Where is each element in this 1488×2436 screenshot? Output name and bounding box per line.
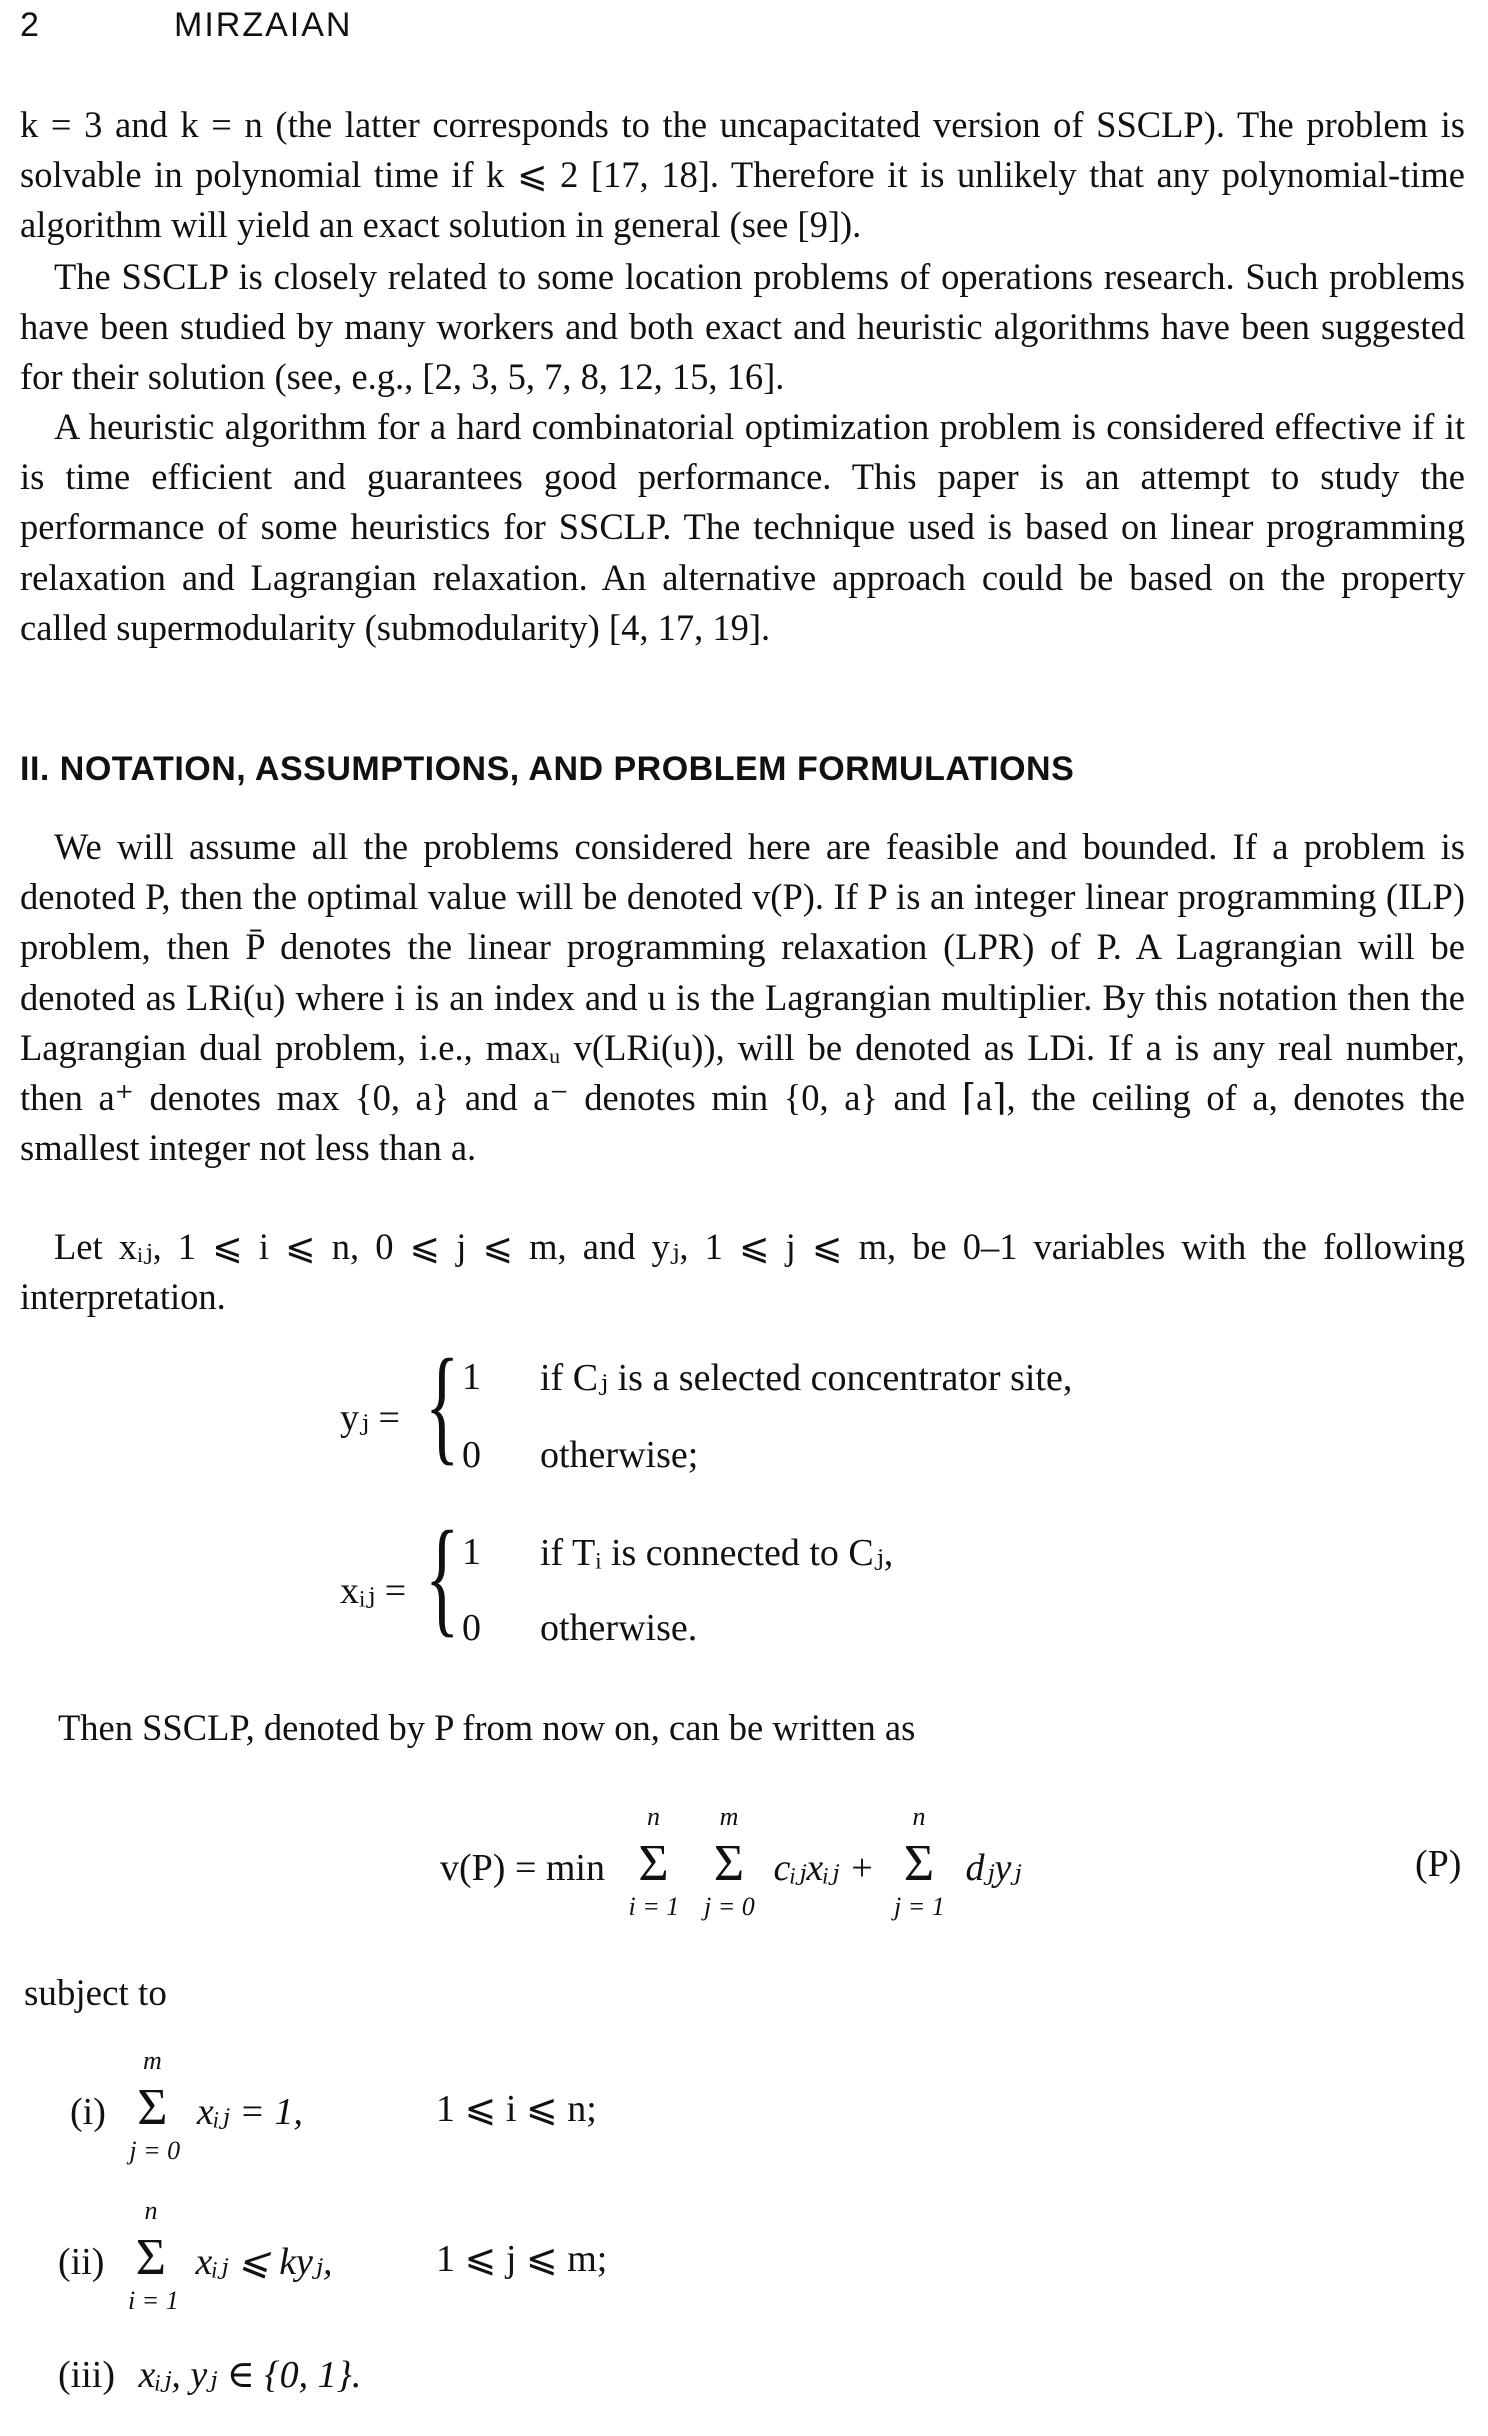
- objective-term-1: cᵢⱼxᵢⱼ +: [773, 1847, 875, 1889]
- sum-upper-limit: n: [647, 1802, 660, 1831]
- sigma-symbol: Σ: [903, 1835, 935, 1892]
- constraint-sum: [129, 2046, 181, 2165]
- objective-lhs: v(P) = min: [440, 1847, 605, 1889]
- x-case1-text: if Tᵢ is connected to Cⱼ,: [540, 1532, 894, 1574]
- constraint-ii-range: 1 ⩽ j ⩽ m;: [436, 2238, 608, 2280]
- subject-to-label: subject to: [24, 1973, 167, 2014]
- sum-upper-limit: n: [144, 2196, 158, 2225]
- sum-over-i: [628, 1802, 680, 1921]
- y-case2-text: otherwise;: [540, 1434, 699, 1476]
- constraint-label: (i): [70, 2091, 106, 2133]
- sum-lower-limit: j = 1: [893, 1892, 945, 1921]
- objective-term-2: dⱼyⱼ: [965, 1847, 1022, 1889]
- sum-upper-limit: m: [719, 1802, 739, 1831]
- sigma-symbol: Σ: [135, 2229, 167, 2286]
- y-case1-value: 1: [462, 1356, 481, 1398]
- sum-over-j: [704, 1802, 755, 1921]
- sum-lower-limit: j = 0: [129, 2136, 181, 2165]
- x-brace: {: [425, 1505, 460, 1649]
- x-case2-text: otherwise.: [540, 1607, 698, 1649]
- paragraph-location-problems: The SSCLP is closely related to some location problems of operations research. Such problems have been studied by many workers and both exact and heuristic algorithms have been suggested for their solution (see, e.g., [2, 3, 5, 7, 8, 12, 15, 16].: [20, 256, 1465, 398]
- constraint-expression: xᵢⱼ, yⱼ ∈ {0, 1}.: [138, 2354, 362, 2396]
- author-header: MIRZAIAN: [174, 6, 353, 44]
- paragraph-heuristic: A heuristic algorithm for a hard combinatorial optimization problem is considered effective if it is time efficient and guarantees good performance. This paper is an attempt to study the performance of some heuristics for SSCLP. The technique used is based on linear programming relaxation and Lagrangian relaxation. An alternative approach could be based on the property called supermodularity (submodularity) [4, 17, 19].: [20, 406, 1465, 648]
- constraint-label: (ii): [58, 2241, 105, 2283]
- section-heading: II. NOTATION, ASSUMPTIONS, AND PROBLEM FORMULATIONS: [20, 750, 1075, 788]
- constraint-iii: [58, 2352, 361, 2397]
- sigma-symbol: Σ: [137, 2079, 168, 2136]
- x-definition-lhs: xᵢⱼ =: [340, 1570, 407, 1612]
- paragraph-notation: We will assume all the problems considered here are feasible and bounded. If a problem is denoted P, then the optimal value will be denoted v(P). If P is an integer linear programming (ILP) problem, then P̄ denotes the linear programming relaxation (LPR) of P. A Lagrangian will be denoted as LRi(u) where i is an index and u is the Lagrangian multiplier. By this notation then the Lagrangian dual problem, i.e., maxᵤ v(LRi(u)), will be denoted as LDi. If a is any real number, then a⁺ denotes max {0, a} and a⁻ denotes min {0, a} and ⌈a⌉, the ceiling of a, denotes the smallest integer not less than a.: [20, 826, 1465, 1169]
- x-case2-value: 0: [462, 1607, 481, 1649]
- paragraph-formulation: Then SSCLP, denoted by P from now on, can be written as: [58, 1707, 916, 1748]
- y-brace: {: [425, 1333, 460, 1477]
- paragraph-variables: Let xᵢⱼ, 1 ⩽ i ⩽ n, 0 ⩽ j ⩽ m, and yⱼ, 1 ⩽ j ⩽ m, be 0–1 variables with the following interpretation.: [20, 1226, 1465, 1318]
- paragraph-intro: k = 3 and k = n (the latter corresponds to the uncapacitated version of SSCLP). The problem is solvable in polynomial time if k ⩽ 2 [17, 18]. Therefore it is unlikely that any polynomial-time algorithm will yield an exact solution in general (see [9]).: [20, 104, 1465, 246]
- page-number: 2: [20, 6, 41, 44]
- sigma-symbol: Σ: [713, 1835, 745, 1892]
- constraint-i: [70, 2046, 303, 2165]
- sum-over-j-facility: [893, 1802, 945, 1921]
- sum-lower-limit: i = 1: [127, 2286, 179, 2315]
- sum-upper-limit: m: [142, 2046, 162, 2075]
- x-case1-value: 1: [462, 1531, 481, 1573]
- equation-label-p: (P): [1415, 1843, 1462, 1885]
- y-case1-text: if Cⱼ is a selected concentrator site,: [540, 1357, 1073, 1399]
- sigma-symbol: Σ: [638, 1835, 669, 1892]
- constraint-expression: xᵢⱼ ⩽ kyⱼ,: [195, 2241, 333, 2283]
- constraint-expression: xᵢⱼ = 1,: [196, 2091, 303, 2133]
- constraint-ii: [58, 2196, 333, 2315]
- constraint-i-range: 1 ⩽ i ⩽ n;: [436, 2088, 597, 2130]
- y-definition-lhs: yⱼ =: [340, 1397, 400, 1439]
- sum-lower-limit: i = 1: [628, 1892, 680, 1921]
- constraint-sum: [127, 2196, 179, 2315]
- y-case2-value: 0: [462, 1434, 481, 1476]
- sum-lower-limit: j = 0: [704, 1892, 755, 1921]
- constraint-label: (iii): [58, 2354, 115, 2396]
- sum-upper-limit: n: [912, 1802, 926, 1831]
- objective-equation: [440, 1802, 1022, 1921]
